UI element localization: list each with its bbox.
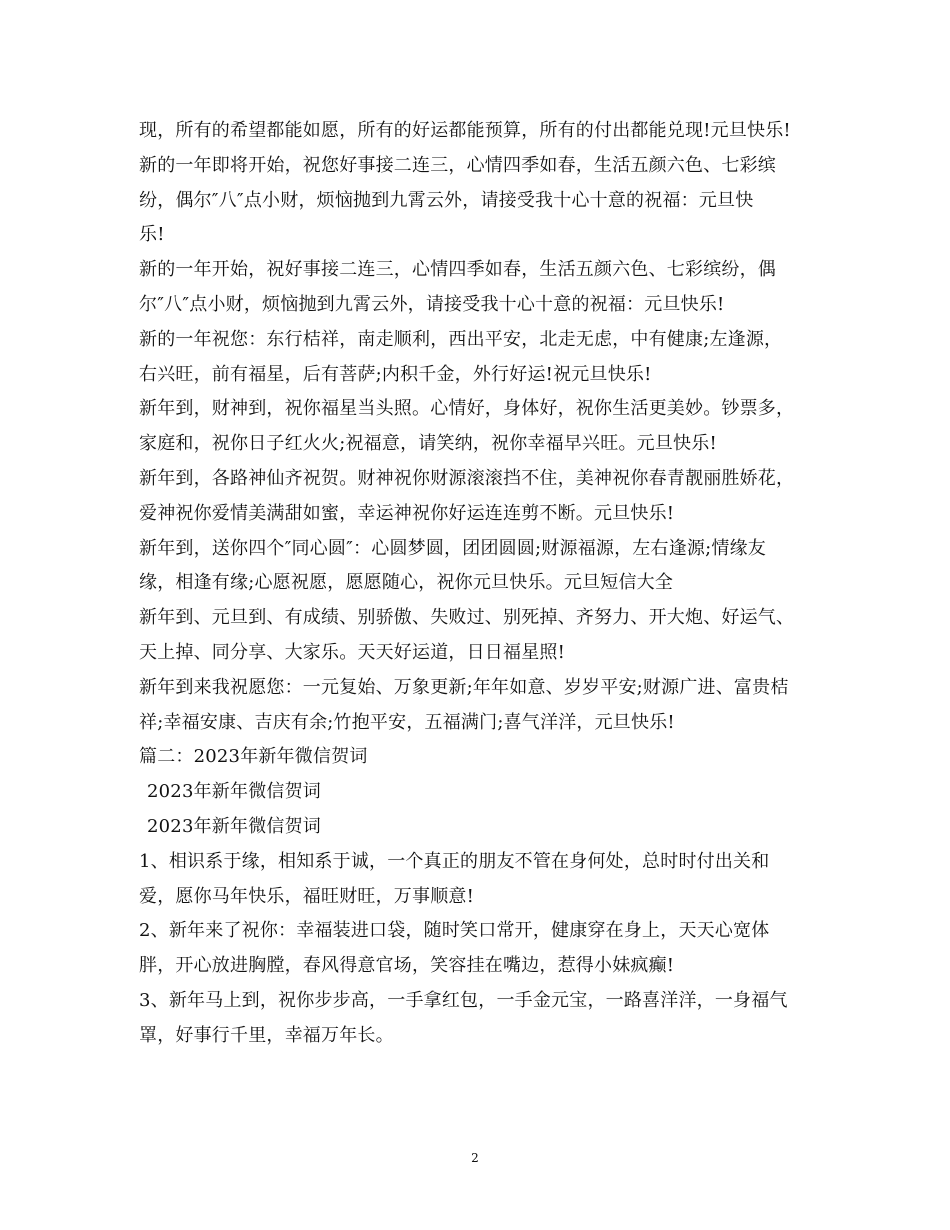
text-line: 右兴旺，前有福星，后有菩萨;内积千金，外行好运!祝元旦快乐! bbox=[139, 363, 652, 385]
numbered-item: 1、相识系于缘，相知系于诚，一个真正的朋友不管在身何处，总时时付出关和 bbox=[139, 850, 770, 872]
text-line: 新年到、元旦到、有成绩、别骄傲、失败过、别死掉、齐努力、开大炮、好运气、 bbox=[139, 607, 795, 629]
page-number: 2 bbox=[471, 1151, 479, 1165]
text-line: 纷，偶尔″八″点小财，烦恼抛到九霄云外，请接受我十心十意的祝福：元旦快 bbox=[139, 189, 754, 211]
text-line: 天上掉、同分享、大家乐。天天好运道，日日福星照! bbox=[139, 641, 566, 663]
text-line: 新年到，各路神仙齐祝贺。财神祝你财源滚滚挡不住，美神祝你春青靓丽胜娇花， bbox=[139, 467, 795, 489]
text-line: 祥;幸福安康、吉庆有余;竹抱平安，五福满门;喜气洋洋，元旦快乐! bbox=[139, 711, 675, 733]
text-line: 新的一年即将开始，祝您好事接二连三，心情四季如春，生活五颜六色、七彩缤 bbox=[139, 154, 776, 176]
document-body bbox=[139, 114, 819, 1054]
document-title: 2023年新年微信贺词 bbox=[147, 781, 322, 803]
document-subtitle: 2023年新年微信贺词 bbox=[147, 815, 322, 837]
text-line: 爱，愿你马年快乐，福旺财旺，万事顺意! bbox=[139, 885, 475, 907]
text-line: 新年到，送你四个″同心圆″：心圆梦圆，团团圆圆;财源福源，左右逢源;情缘友 bbox=[139, 537, 766, 559]
text-line: 新的一年开始，祝好事接二连三，心情四季如春，生活五颜六色、七彩缤纷，偶 bbox=[139, 259, 776, 281]
numbered-item: 2、新年来了祝你：幸福装进口袋，随时笑口常开，健康穿在身上，天天心宽体 bbox=[139, 920, 770, 942]
text-line: 爱神祝你爱情美满甜如蜜，幸运神祝你好运连连剪不断。元旦快乐! bbox=[139, 502, 675, 524]
text-line: 新年到来我祝愿您：一元复始、万象更新;年年如意、岁岁平安;财源广进、富贵桔 bbox=[139, 676, 789, 698]
section-heading: 篇二：2023年新年微信贺词 bbox=[139, 746, 368, 768]
text-line: 胖，开心放进胸膛，春风得意官场，笑容挂在嘴边，惹得小妹疯癫! bbox=[139, 955, 675, 977]
text-line: 家庭和，祝你日子红火火;祝福意，请笑纳，祝你幸福早兴旺。元旦快乐! bbox=[139, 433, 717, 455]
text-line: 现，所有的希望都能如愿，所有的好运都能预算，所有的付出都能兑现!元旦快乐! bbox=[139, 120, 791, 141]
text-line: 缘，相逢有缘;心愿祝愿，愿愿随心，祝你元旦快乐。元旦短信大全 bbox=[139, 572, 674, 594]
numbered-item: 3、新年马上到，祝你步步高，一手拿红包，一手金元宝，一路喜洋洋，一身福气 bbox=[139, 989, 788, 1011]
text-line: 罩，好事行千里，幸福万年长。 bbox=[139, 1024, 394, 1046]
text-line: 尔″八″点小财，烦恼抛到九霄云外，请接受我十心十意的祝福：元旦快乐! bbox=[139, 293, 725, 315]
text-line: 乐! bbox=[139, 224, 165, 246]
text-line: 新年到，财神到，祝你福星当头照。心情好，身体好，祝你生活更美妙。钞票多， bbox=[139, 398, 795, 420]
text-line: 新的一年祝您：东行桔祥，南走顺利，西出平安，北走无虑，中有健康;左逢源， bbox=[139, 328, 783, 350]
